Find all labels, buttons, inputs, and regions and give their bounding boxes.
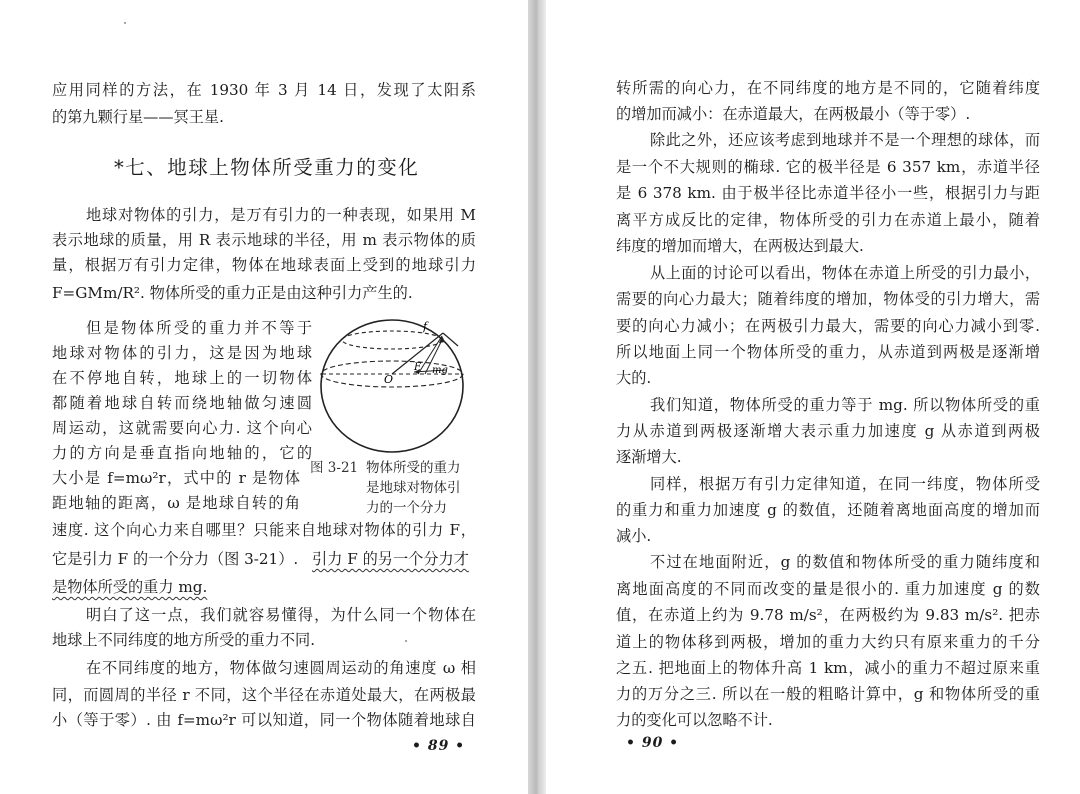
text-line: 减小. [616, 527, 652, 545]
para3-line: 地球上不同纬度的地方所受的重力不同. [52, 631, 316, 649]
text-line: 纬度的增加而增大，在两极达到最大. [616, 237, 864, 255]
para2-line: 大小是 f=mω²r，式中的 r 是物体 [52, 469, 300, 487]
para2-line: 力的方向是垂直指向地轴的，它的 [52, 444, 312, 462]
para2-line: 距地轴的距离，ω 是地球自转的角 [52, 494, 300, 512]
text-line: 离平方成反比的定律，物体所受的引力在赤道上最小，随着 [616, 211, 1040, 229]
text-line: 同样，根据万有引力定律知道，在同一纬度，物体所受 [650, 475, 1040, 493]
text-line: 要的向心力减小；在两极引力最大，需要的向心力减小到零. [616, 317, 1040, 335]
para2-line: 它是引力 F 的一个分力（图 3-21）. [52, 550, 299, 568]
text-line: 所以地面上同一个物体所受的重力，从赤道到两极是逐渐增 [616, 343, 1040, 361]
page-number: • 89 • [412, 738, 466, 754]
scan-speck [405, 640, 407, 642]
figure-globe [318, 316, 468, 456]
section-heading: *七、地球上物体所受重力的变化 [114, 156, 420, 179]
emphasized-sentence: 是物体所受的重力 mg. [52, 578, 208, 596]
scan-speck [124, 22, 126, 24]
right-page [546, 0, 1080, 794]
para2-line: 在不停地自转，地球上的一切物体 [52, 369, 312, 387]
figure-caption-line: 是地球对物体引 [366, 480, 461, 496]
text-line: 大的. [616, 369, 652, 387]
text-line: 我们知道，物体所受的重力等于 mg. 所以物体所受的重 [650, 396, 1040, 414]
para2-line: 速度. 这个向心力来自哪里？只能来自地球对物体的引力 F， [52, 521, 476, 539]
figure-caption-line: 力的一个分力 [366, 500, 447, 516]
force-label-f: f [423, 320, 428, 333]
text-line: 逐渐增大. [616, 448, 682, 466]
text-line: 需要的向心力最大；随着纬度的增加，物体受的引力增大，需 [616, 290, 1040, 308]
text-line: 离地面高度的不同而改变的量是很小的. 重力加速度 g 的数 [616, 580, 1040, 598]
intro-line: 应用同样的方法，在 1930 年 3 月 14 日，发现了太阳系 [52, 81, 476, 99]
left-page [0, 0, 528, 794]
emphasized-sentence: 引力 F 的另一个分力才 [312, 550, 469, 568]
para3-line: 明白了这一点，我们就容易懂得，为什么同一个物体在 [86, 606, 476, 624]
text-line: 从上面的讨论可以看出，物体在赤道上所受的引力最小， [650, 264, 1040, 282]
text-line: 不过在地面附近，g 的数值和物体所受的重力随纬度和 [650, 553, 1040, 571]
para2-line: 周运动，这就需要向心力. 这个向心 [52, 419, 312, 437]
force-label-F: F [414, 362, 421, 373]
text-line: 力的万分之三. 所以在一般的粗略计算中，g 和物体所受的重 [616, 685, 1040, 703]
text-line: 值，在赤道上约为 9.78 m/s²，在两极约为 9.83 m/s². 把赤 [616, 606, 1040, 624]
para4-line: 同，而圆周的半径 r 不同，这个半径在赤道处最大，在两极最 [52, 686, 476, 704]
figure-caption-line: 物体所受的重力 [366, 460, 461, 476]
text-line: 除此之外，还应该考虑到地球并不是一个理想的球体，而 [650, 131, 1040, 149]
para1-line: 表示地球的质量，用 R 表示地球的半径，用 m 表示物体的质 [52, 231, 476, 249]
page-number: • 90 • [626, 735, 680, 751]
para4-line: 在不同纬度的地方，物体做匀速圆周运动的角速度 ω 相 [86, 659, 476, 677]
force-label-mg: mg [432, 365, 448, 376]
text-line: 转所需的向心力，在不同纬度的地方是不同的，它随着纬度 [616, 79, 1040, 97]
para2-line: 地球对物体的引力，这是因为地球 [52, 344, 312, 362]
figure-label: 图 3-21 [310, 460, 359, 476]
text-line: 力从赤道到两极逐渐增大表示重力加速度 g 从赤道到两极 [616, 422, 1040, 440]
para1-line: 量，根据万有引力定律，物体在地球表面上受到的地球引力 [52, 256, 476, 274]
text-line: 的增加而减小：在赤道最大，在两极最小（等于零）. [616, 105, 971, 123]
text-line: 是一个不大规则的椭球. 它的极半径是 6 357 km，赤道半径 [616, 158, 1040, 176]
book-gutter [528, 0, 546, 794]
text-line: 的重力和重力加速度 g 的数值，还随着离地面高度的增加而 [616, 501, 1040, 519]
para1-line: F=GMm/R². 物体所受的重力正是由这种引力产生的. [52, 284, 413, 302]
text-line: 是 6 378 km. 由于极半径比赤道半径小一些，根据引力与距 [616, 184, 1040, 202]
intro-line: 的第九颗行星——冥王星. [52, 108, 224, 126]
para4-line: 小（等于零）. 由 f=mω²r 可以知道，同一个物体随着地球自 [52, 711, 476, 729]
text-line: 之五. 把地面上的物体升高 1 km，减小的重力不超过原来重 [616, 659, 1040, 677]
para2-line: 都随着地球自转而绕地轴做匀速圆 [52, 394, 312, 412]
center-label-o: O [384, 373, 394, 386]
para1-line: 地球对物体的引力，是万有引力的一种表现，如果用 M [86, 206, 476, 224]
text-line: 道上的物体移到两极，增加的重力大约只有原来重力的千分 [616, 633, 1040, 651]
para2-line: 但是物体所受的重力并不等于 [86, 319, 312, 337]
text-line: 力的变化可以忽略不计. [616, 711, 773, 729]
